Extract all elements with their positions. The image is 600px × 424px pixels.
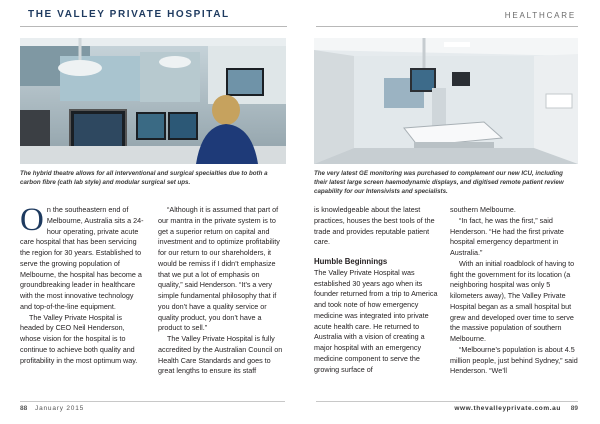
paragraph: southern Melbourne. [450,205,516,214]
article-column-3 [314,205,438,375]
right-photo-caption: The very latest GE monitoring was purchased to complement our new ICU, including their latest large screen haemodynamic displays, and digitised remote patient review capability for our Intensivists and specialists. [314,170,564,196]
footer-left [20,405,84,412]
paragraph: The Valley Private Hospital is headed by CEO Neil Henderson, whose vision for the hospital is to continue to achieve both quality and profitability in the most optimum way. [20,312,138,365]
hybrid-theatre-photo [20,38,286,164]
paragraph: is knowledgeable about the latest practices, houses the best tools of the trade and provides reputable patient care. [314,205,435,247]
issue-date: January 2015 [35,405,85,412]
paragraph: “In fact, he was the first,” said Henderson. “He had the first private hospital emergency department in Australia.” [450,215,564,257]
header-divider-right [316,26,578,27]
footer-divider-right [316,401,578,402]
hybrid-theatre-illustration [20,38,286,164]
drop-cap: O [20,202,44,238]
website-link[interactable]: www.thevalleyprivate.com.au [454,405,561,412]
article-column-1 [20,202,144,366]
paragraph: “Although it is assumed that part of our mantra in the private system is to get a superior return on capital and investment and to optimize profitability for our return to our shareholders, it would be remiss if I didn’t emphasize that we put a lot of emphasis on quality,” said Henderson. “It’s a very simple fundamental philosophy that if you don’t have a quality service or quality product, you don’t have a product to sell.” [158,205,280,333]
icu-room-photo [314,38,578,164]
article-column-4 [450,205,578,377]
section-category: HEALTHCARE [504,11,576,20]
left-photo-caption: The hybrid theatre allows for all interventional and surgical specialties due to both a carbon fibre (cath lab style) and modular surgical set ups. [20,170,268,187]
icu-room-illustration [314,38,578,164]
paragraph: The Valley Private Hospital was established 30 years ago when its founder returned from a trip to America and took note of how emergency medicine was integrated into private acute health care. He returned to Australia with a vision of creating a major hospital with an emergency medicine component to serve the growing surface of [314,267,438,374]
magazine-section-title: THE VALLEY PRIVATE HOSPITAL [28,9,230,20]
page-number-right: 89 [570,405,578,412]
paragraph: “Melbourne’s population is about 4.5 million people, just behind Sydney,” said Henderson. “We’ll [450,344,578,376]
footer-right [454,405,578,412]
section-subheading: Humble Beginnings [314,257,388,266]
article-column-2 [158,205,286,377]
paragraph: With an initial roadblock of having to fight the government for its location (a neighboring hospital was only 5 kilometers away), The Valley Private Hospital began as a small hospital but grew and developed over time to serve the massive population of southern Melbourne. [450,258,575,343]
footer-divider-left [20,401,285,402]
header-divider-left [20,26,287,27]
paragraph: n the southeastern end of Melbourne, Australia sits a 24-hour operating, private acute care hospital that has been servicing the region for 30 years. Established to serve the growing population of Melbourne, the hospital has become a groundbreaking leader in healthcare with the most innovative technology and top-of-the-line equipment. [20,205,144,311]
page-number-left: 88 [20,405,28,412]
paragraph: The Valley Private Hospital is fully accredited by the Australian Council on Health Care Standards and goes to great lengths to ensure its staff [158,334,283,376]
